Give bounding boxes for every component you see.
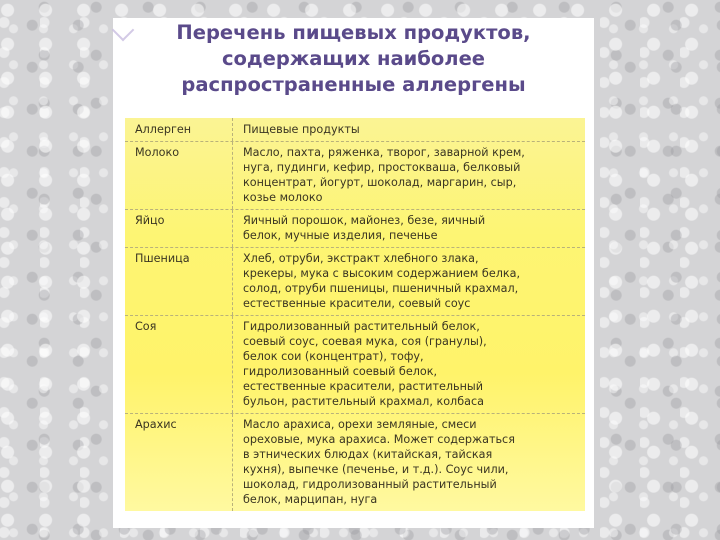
allergen-cell: Молоко	[125, 142, 233, 209]
foods-cell	[233, 210, 585, 247]
table-row	[125, 414, 585, 511]
title-line-3: распространенные аллергены	[181, 73, 526, 96]
foods-line: гидролизованный соевый белок,	[243, 365, 438, 378]
title-line-1: Перечень пищевых продуктов,	[176, 21, 531, 44]
foods-line: Масло, пахта, ряженка, творог, заварной крем,	[243, 146, 525, 159]
allergen-cell: Яйцо	[125, 210, 233, 247]
foods-line: солод, отруби пшеницы, пшеничный крахмал,	[243, 282, 519, 295]
foods-cell	[233, 316, 585, 413]
allergen-cell: Пшеница	[125, 248, 233, 315]
table-row	[125, 248, 585, 316]
allergen-table	[125, 118, 585, 511]
foods-line: бульон, растительный крахмал, колбаса	[243, 395, 484, 408]
foods-line: белок сои (концентрат), тофу,	[243, 350, 424, 363]
table-row	[125, 142, 585, 210]
foods-line: Масло арахиса, орехи земляные, смеси	[243, 418, 477, 431]
title-line-2: содержащих наиболее	[221, 47, 486, 70]
foods-line: естественные красители, соевый соус	[243, 297, 471, 310]
foods-line: естественные красители, растительный	[243, 380, 484, 393]
foods-cell	[233, 142, 585, 209]
table-header-row	[125, 118, 585, 142]
foods-line: белок, марципан, нуга	[243, 493, 378, 506]
foods-line: концентрат, йогурт, шоколад, маргарин, сыр,	[243, 176, 517, 189]
foods-line: соевый соус, соевая мука, соя (гранулы),	[243, 335, 487, 348]
header-foods: Пищевые продукты	[243, 123, 360, 136]
header-allergen: Аллерген	[125, 118, 233, 141]
foods-line: нуга, пудинги, кефир, простокваша, белковый	[243, 161, 521, 174]
foods-line: кухня), выпечке (печенье, и т.д.). Соус чили,	[243, 463, 509, 476]
foods-cell	[233, 414, 585, 511]
table-row	[125, 210, 585, 248]
foods-line: Яичный порошок, майонез, безе, яичный	[243, 214, 486, 227]
foods-cell	[233, 248, 585, 315]
slide	[113, 18, 594, 528]
page-title	[113, 20, 594, 98]
allergen-cell: Соя	[125, 316, 233, 413]
table-row	[125, 316, 585, 414]
foods-line: белок, мучные изделия, печенье	[243, 229, 438, 242]
foods-line: крекеры, мука с высоким содержанием белка,	[243, 267, 521, 280]
foods-line: козье молоко	[243, 191, 323, 204]
allergen-cell: Арахис	[125, 414, 233, 511]
foods-line: ореховые, мука арахиса. Может содержаться	[243, 433, 515, 446]
foods-line: в этнических блюдах (китайская, тайская	[243, 448, 493, 461]
foods-line: Гидролизованный растительный белок,	[243, 320, 480, 333]
foods-line: Хлеб, отруби, экстракт хлебного злака,	[243, 252, 479, 265]
foods-line: шоколад, гидролизованный растительный	[243, 478, 497, 491]
